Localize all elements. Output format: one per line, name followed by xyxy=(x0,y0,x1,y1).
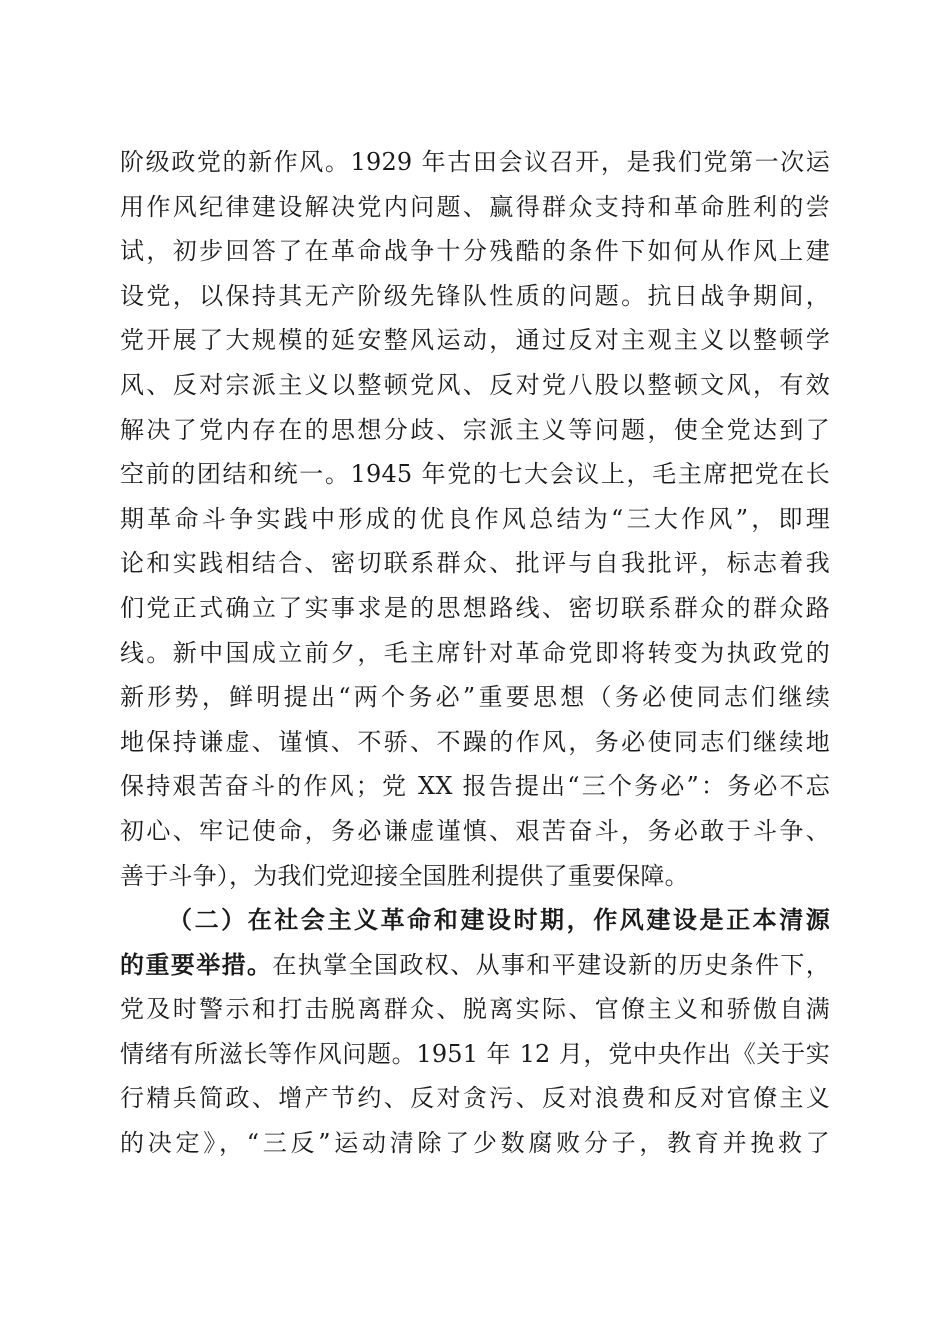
paragraph-1-line: 党开展了大规模的延安整风运动，通过反对主观主义以整顿学 xyxy=(120,326,830,355)
section-heading: （二）在社会主义革命和建设时期，作风建设是正本清源 xyxy=(168,905,830,934)
paragraph-1-line: 初心、牢记使命，务必谦虚谨慎、艰苦奋斗，务必敢于斗争、 xyxy=(120,816,830,845)
paragraph-2-line: 的决定》，“三反”运动清除了少数腐败分子，教育并挽救了 xyxy=(120,1128,830,1157)
paragraph-1-line: 试，初步回答了在革命战争十分残酷的条件下如何从作风上建 xyxy=(120,237,830,266)
section-heading-continuation: 的重要举措。 xyxy=(120,949,273,979)
paragraph-1-line: 阶级政党的新作风。1929 年古田会议召开，是我们党第一次运 xyxy=(120,148,830,176)
paragraph-1-line: 空前的团结和统一。1945 年党的七大会议上，毛主席把党在长 xyxy=(120,460,830,489)
paragraph-1-line: 们党正式确立了实事求是的思想路线、密切联系群众的群众路 xyxy=(120,593,830,622)
paragraph-1-line: 用作风纪律建设解决党内问题、赢得群众支持和革命胜利的尝 xyxy=(120,192,830,221)
paragraph-1-line: 论和实践相结合、密切联系群众、批评与自我批评，标志着我 xyxy=(120,549,830,578)
paragraph-2-line xyxy=(120,943,830,988)
paragraph-2-text: 在执掌全国政权、从事和平建设新的历史条件下， xyxy=(272,950,830,979)
paragraph-1-line: 风、反对宗派主义以整顿党风、反对党八股以整顿文风，有效 xyxy=(120,370,830,399)
paragraph-1-line: 期革命斗争实践中形成的优良作风总结为“三大作风”，即理 xyxy=(120,504,830,533)
paragraph-2-line: 党及时警示和打击脱离群众、脱离实际、官僚主义和骄傲自满 xyxy=(120,995,830,1024)
paragraph-1-line: 地保持谦虚、谨慎、不骄、不躁的作风，务必使同志们继续地 xyxy=(120,727,830,756)
paragraph-1 xyxy=(120,140,830,898)
paragraph-2-line: 行精兵简政、增产节约、反对贪污、反对浪费和反对官僚主义 xyxy=(120,1084,830,1113)
paragraph-2 xyxy=(120,898,830,1166)
paragraph-2-line: 情绪有所滋长等作风问题。1951 年 12 月，党中央作出《关于实 xyxy=(120,1039,830,1068)
paragraph-1-line: 解决了党内存在的思想分歧、宗派主义等问题，使全党达到了 xyxy=(120,415,830,444)
paragraph-1-line: 设党，以保持其无产阶级先锋队性质的问题。抗日战争期间， xyxy=(120,281,830,310)
paragraph-1-line: 保持艰苦奋斗的作风；党 XX 报告提出“三个务必”：务必不忘 xyxy=(120,772,830,801)
paragraph-1-line: 善于斗争），为我们党迎接全国胜利提供了重要保障。 xyxy=(120,861,689,890)
paragraph-1-line: 新形势，鲜明提出“两个务必”重要思想（务必使同志们继续 xyxy=(120,683,830,712)
paragraph-1-line: 线。新中国成立前夕，毛主席针对革命党即将转变为执政党的 xyxy=(120,638,830,667)
